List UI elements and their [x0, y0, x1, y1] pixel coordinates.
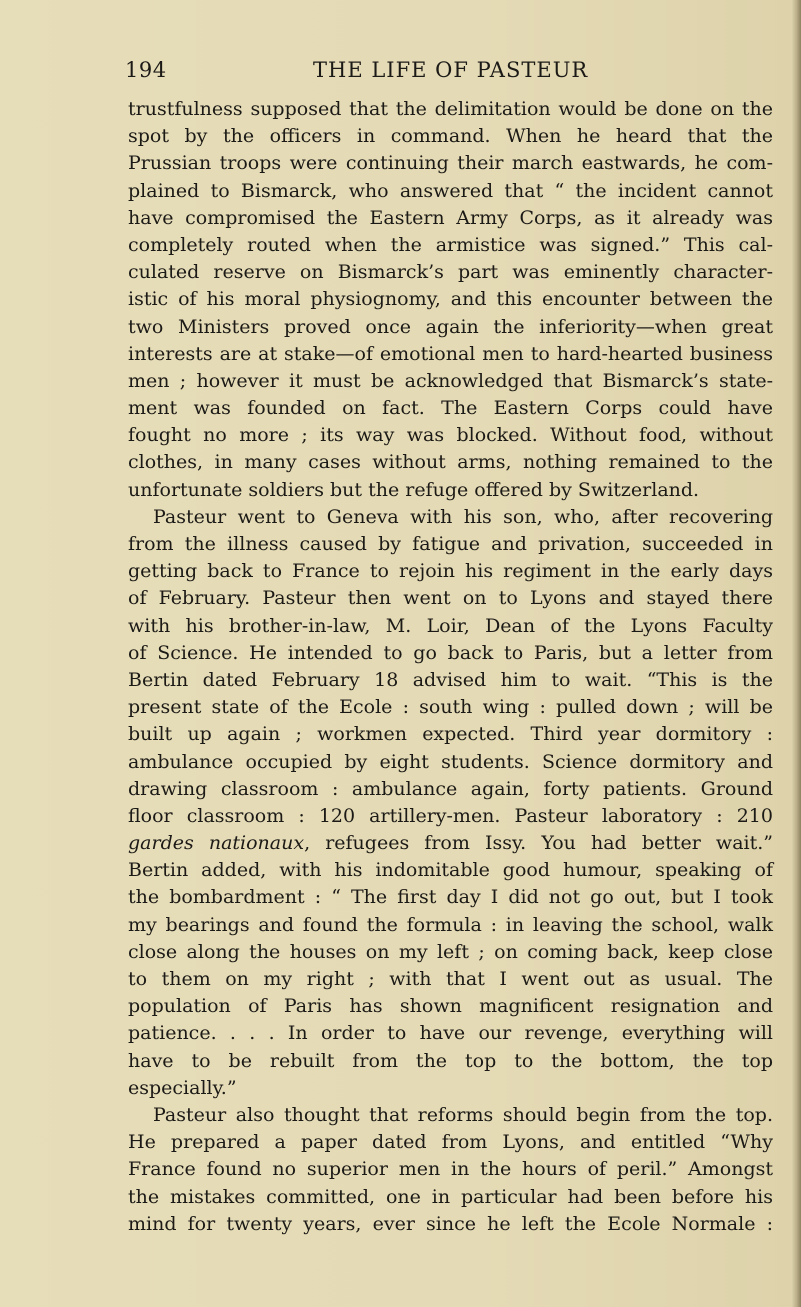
text-line: of February. Pasteur then went on to Lyons and stayed there	[128, 587, 773, 610]
page-number: 194	[125, 58, 167, 82]
text-line: unfortunate soldiers but the refuge offered by Switzerland.	[128, 478, 700, 501]
text-line: drawing classroom : ambulance again, forty patients. Ground	[128, 777, 773, 800]
text-line: plained to Bismarck, who answered that “ the incident cannot	[128, 179, 773, 202]
text-line: He prepared a paper dated from Lyons, and entitled “Why	[128, 1131, 773, 1154]
text-line: patience. . . . In order to have our revenge, everything will	[128, 1022, 773, 1045]
text-line: Bertin dated February 18 advised him to wait. “This is the	[128, 668, 773, 691]
text-line: present state of the Ecole : south wing : pulled down ; will be	[128, 696, 773, 719]
text-line: floor classroom : 120 artillery-men. Pasteur laboratory : 210	[128, 804, 773, 827]
text-line: of Science. He intended to go back to Paris, but a letter from	[128, 641, 773, 664]
text-line: Pasteur went to Geneva with his son, who, after recovering	[153, 505, 773, 528]
text-line: getting back to France to rejoin his regiment in the early days	[128, 560, 773, 583]
running-title: THE LIFE OF PASTEUR	[313, 58, 589, 82]
text-line: to them on my right ; with that I went out as usual. The	[128, 968, 773, 990]
text-line: trustfulness supposed that the delimitation would be done on the	[128, 98, 773, 120]
text-line: Pasteur also thought that reforms should begin from the top.	[153, 1103, 773, 1126]
text-line: ment was founded on fact. The Eastern Corps could have	[128, 397, 773, 420]
text-line: completely routed when the armistice was signed.” This cal-	[128, 233, 773, 256]
text-line: Bertin added, with his indomitable good humour, speaking of	[128, 859, 773, 882]
page-edge-shadow	[791, 0, 801, 1307]
text-line: two Ministers proved once again the inferiority—when great	[128, 315, 773, 338]
text-line: fought no more ; its way was blocked. Without food, without	[128, 424, 773, 447]
text-line: especially.”	[128, 1076, 237, 1099]
text-line: mind for twenty years, ever since he left the Ecole Normale :	[128, 1212, 773, 1235]
text-line: spot by the officers in command. When he heard that the	[128, 125, 773, 148]
text-line: have to be rebuilt from the top to the bottom, the top	[128, 1049, 773, 1072]
body-text	[128, 96, 773, 1238]
text-line: culated reserve on Bismarck’s part was eminently character-	[128, 261, 773, 284]
text-line: istic of his moral physiognomy, and this encounter between the	[128, 288, 773, 311]
text-line: population of Paris has shown magnificent resignation and	[128, 995, 773, 1018]
text-line: the mistakes committed, one in particular had been before his	[128, 1185, 773, 1208]
text-line: interests are at stake—of emotional men to hard-hearted business	[128, 342, 773, 365]
text-line: the bombardment : “ The first day I did not go out, but I took	[128, 886, 773, 909]
text-line: Prussian troops were continuing their march eastwards, he com-	[128, 152, 773, 175]
text-line: close along the houses on my left ; on coming back, keep close	[128, 940, 773, 963]
text-line: with his brother-in-law, M. Loir, Dean of the Lyons Faculty	[128, 614, 773, 637]
text-line: France found no superior men in the hours of peril.” Amongst	[128, 1158, 773, 1181]
text-line: built up again ; workmen expected. Third year dormitory :	[128, 723, 773, 746]
text-line: have compromised the Eastern Army Corps, as it already was	[128, 206, 773, 229]
text-line: men ; however it must be acknowledged that Bismarck’s state-	[128, 369, 773, 392]
text-line: gardes nationaux, refugees from Issy. You had better wait.”	[128, 832, 773, 855]
text-line: from the illness caused by fatigue and privation, succeeded in	[128, 533, 773, 555]
page-header	[125, 58, 745, 88]
text-line: ambulance occupied by eight students. Science dormitory and	[128, 750, 773, 773]
text-line: clothes, in many cases without arms, nothing remained to the	[128, 451, 773, 474]
text-line: my bearings and found the formula : in leaving the school, walk	[128, 913, 773, 936]
